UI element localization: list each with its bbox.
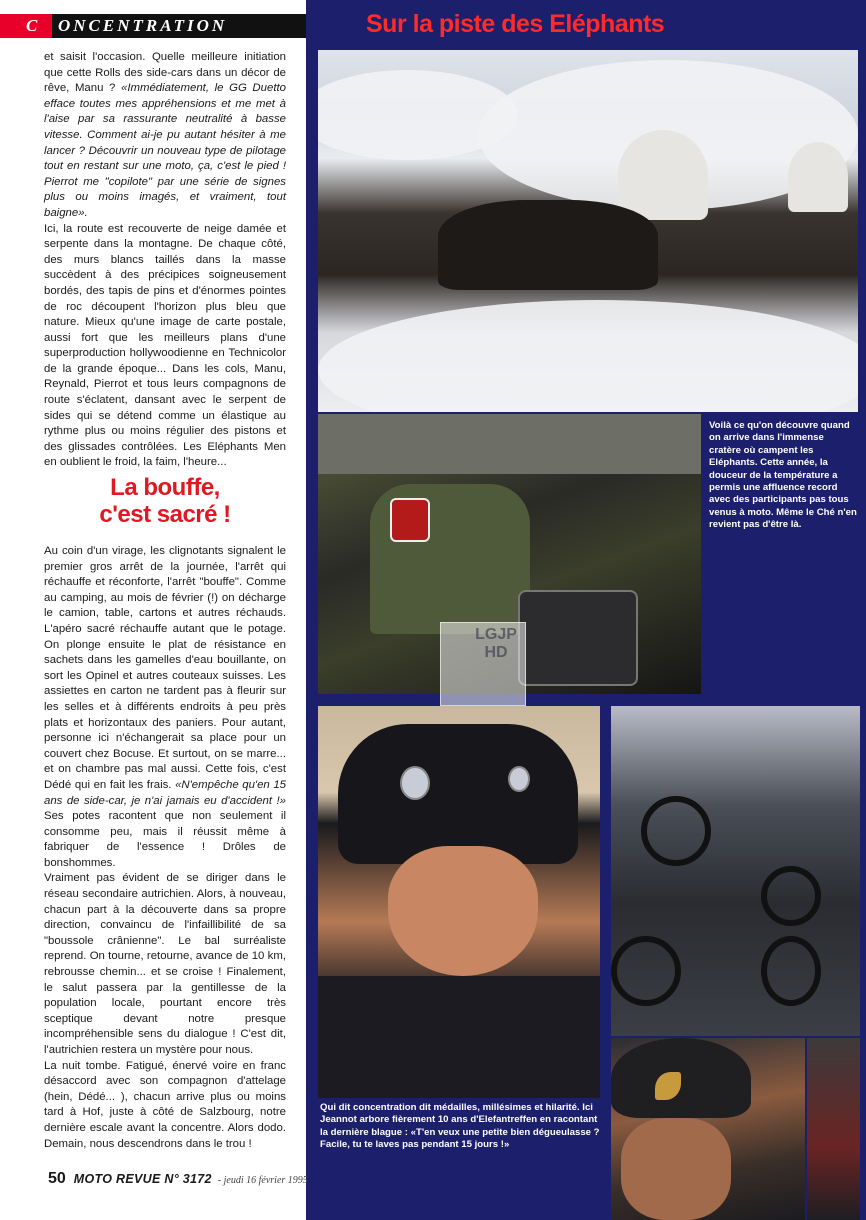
photo-horned-helmets [611, 1038, 805, 1220]
page-header [0, 0, 866, 48]
photo-snow-crater [318, 50, 858, 412]
igloo-shape [618, 130, 708, 220]
helmet-shape [611, 1038, 751, 1118]
article-title: Sur la piste des Eléphants [366, 10, 665, 38]
rubric-band [0, 14, 352, 38]
coat-shape [318, 976, 600, 1098]
face-shape [621, 1118, 731, 1220]
subheading-line-1: La bouffe, [110, 474, 220, 501]
subheading [44, 474, 286, 528]
wheel-shape [761, 936, 821, 1006]
face-shape [388, 846, 538, 976]
che-patch-icon [390, 498, 430, 542]
snow-patch [318, 300, 858, 412]
paragraph-2: Ici, la route est recouverte de neige damée et serpente dans la montagne. De chaque côté, des murs blancs taillés dans la masse succèdent à des précipices soigneusement bordés, des tapis de pins et d'énormes pointes de roc découpent l'horizon plus bleu que nature. Mieux qu'une image de carte postale, aussi fort que les meilleurs plans d'une superproduction hollywoodienne en Technicolor de la grande époque... Dans les cols, Manu, Reynald, Pierrot et tous leurs compagnons de route s'éclatent, dansant avec le serpent de sides qui se détend comme un élastique au rythme plus ou moins régulier des pistons et des glissades contrôlées. Les Eléphants Men en oublient le froid, la faim, l'heure... [44, 222, 286, 469]
wheel-shape [611, 936, 681, 1006]
medal-icon [508, 766, 530, 792]
fur-hat-shape [338, 724, 578, 864]
sidecar-case-shape [518, 590, 638, 686]
watermark-logo: LGJP HD [475, 626, 517, 661]
paragraph-3-text: Au coin d'un virage, les clignotants signalent le premier gros arrêt de la journée, l'arrêt qui réchauffe et réconforte, l'arrêt "bouffe". Comme au camping, au mois de février (!) on décharge le camion, table, cartons et autres réchauds. L'apéro sacré réchauffe autant que le potage. On plonge ensuite le plat de résistance en sachets dans les gamelles d'eau bouillante, on sort les Opinel et autres couteaux suisses. Les assiettes en carton ne tardent pas à fleurir sur les selles et à différents endroits à peu près plats et horizontaux des paniers. Pour autant, personne ici n'échangerait sa place pour un couvert chez Bocuse. Et surtout, on se marre... et on chambre pas mal aussi. Cette fois, c'est Dédé qui en fait les frais. [44, 545, 286, 791]
rubric-label: ONCENTRATION [52, 14, 352, 38]
paragraph-5: La nuit tombe. Fatigué, énervé voire en franc désaccord avec son compagnon d'attelage (hein, Dédé... ), chacun arrive plus ou moins tard à Hof, juste à côté de Salzbourg, notre dernière escale avant la concentre. Alors dodo. Demain, nous descendrons dans le trou ! [44, 1059, 286, 1150]
paragraph-3-quote: «N'empêche qu'en 15 ans de side-car, je n'ai jamais eu d'accident !» [44, 778, 287, 807]
caption-crater: Voilà ce qu'on découvre quand on arrive dans l'immense cratère où campent les Eléphants. Cette année, la douceur de la température a permis une affluence record avec des participants pas tous venus à moto. Même le Ché n'en revient pas d'être là. [709, 420, 857, 531]
issue-date: - jeudi 16 février 1995 [217, 1175, 308, 1186]
paragraph-1-quote: «Immédiatement, le GG Duetto efface toutes mes appréhensions et me met à l'aise par sa rassurante neutralité à basse vitesse. Comment ai-je pu autant hésiter à me lancer ? Découvrir un nouveau type de pilotage tout en restant sur une moto, ça, c'est le pied ! Pierrot me "copilote" par une série de signes plus ou moins imagés, et vraiment, tout baigne». [44, 82, 286, 219]
text-column-bottom [44, 544, 286, 1152]
photo-sidecars-mud [611, 706, 860, 1036]
crowd-shape [318, 414, 701, 474]
photo-jeannot-medals [318, 706, 600, 1098]
wheel-shape [761, 866, 821, 926]
rubric-initial: C [26, 16, 38, 35]
magazine-issue: MOTO REVUE N° 3172 [73, 1172, 212, 1186]
title-band [306, 0, 866, 48]
paragraph-1 [44, 50, 286, 222]
paragraph-3 [44, 544, 286, 871]
paragraph-3-text-end: Ses potes racontent que non seulement il consomme peu, mais il réussit même à fabriquer de l'essence ! Drôles de bonshommes. [44, 810, 286, 869]
crowd-shape [438, 200, 658, 290]
paragraph-1-text: et saisit l'occasion. Quelle meilleure initiation que cette Rolls des side-cars dans un décor de rêve, Manu ? [44, 51, 286, 95]
text-column-top [44, 50, 286, 471]
subheading-line-2: c'est sacré ! [99, 501, 231, 528]
caption-jeannot: Qui dit concentration dit médailles, millésimes et hilarité. Ici Jeannot arbore fièrement 10 ans d'Elefantreffen en racontant la dernière blague : «T'en veux une petite bien dégueulasse ? Facile, tu te laves pas pendant 15 jours !» [320, 1102, 600, 1151]
paragraph-4: Vraiment pas évident de se diriger dans le réseau secondaire autrichien. Alors, à nouveau, chacun part à la découverte dans sa propre direction, convaincu de l'infaillibilité de sa "boussole crânienne". Le bal surréaliste reprend. On tourne, retourne, avance de 10 km, rebrousse chemin... et se croise ! Finalement, le salut passera par la gentillesse de la population locale, pourtant encore très sceptique devant notre presque incompréhensible sens du dialogue ! C'est dit, l'autrichien restera un mystère pour nous. [44, 872, 286, 1056]
page-number: 50 [48, 1170, 66, 1187]
medal-icon [400, 766, 430, 800]
wheel-shape [641, 796, 711, 866]
igloo-shape [788, 142, 848, 212]
photo-edge-portrait [807, 1038, 860, 1220]
page-footer [48, 1170, 306, 1190]
